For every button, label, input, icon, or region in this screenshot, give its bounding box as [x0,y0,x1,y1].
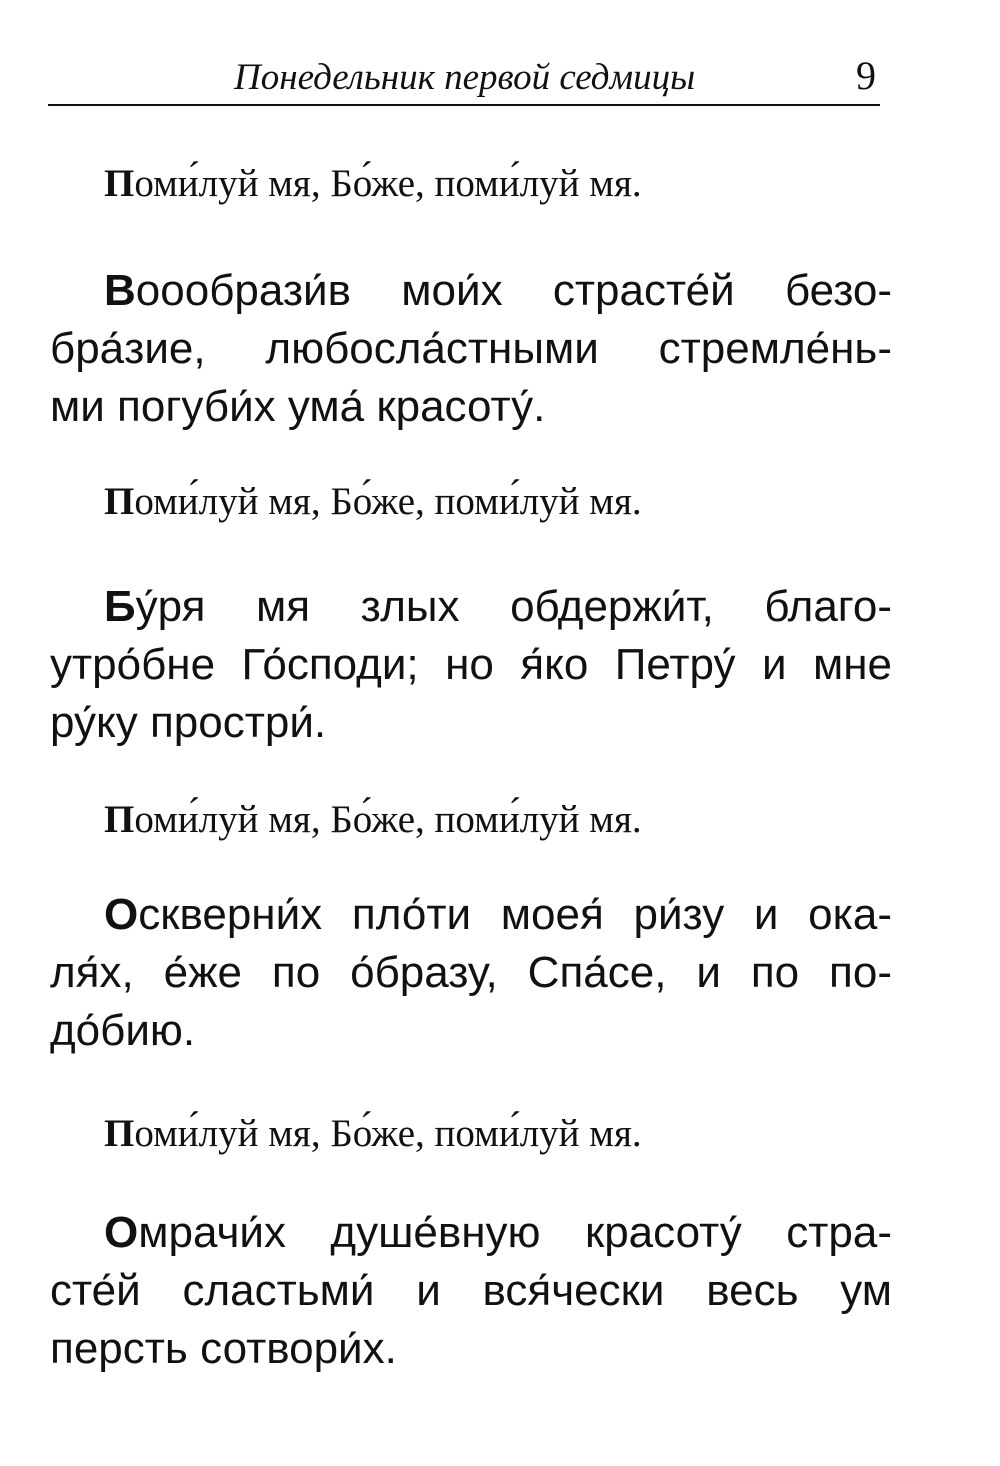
refrain-text: оми́луй мя, Бо́же, поми́луй мя. [134,1112,642,1155]
verse-line [50,886,892,944]
verse-line: сте́й сластьми́ и вся́чески весь ум [50,1266,892,1315]
verse-2 [50,578,892,752]
verse-3 [50,886,892,1060]
refrain-text: оми́луй мя, Бо́же, поми́луй мя. [134,162,642,205]
refrain [104,796,894,844]
verse-line-text: мрачи́х душе́вную красоту́ стра- [138,1208,892,1257]
verse-line: ми погуби́х ума́ красоту́. [50,382,546,431]
verse-line [50,578,892,636]
verse-1 [50,262,892,436]
refrain-text: оми́луй мя, Бо́же, поми́луй мя. [134,798,642,841]
refrain-initial: П [104,480,135,523]
refrain [104,478,894,526]
refrain [104,1110,894,1158]
verse-initial: Б [104,582,136,631]
refrain [104,160,894,208]
verse-initial: О [104,890,139,939]
refrain-initial: П [104,1112,135,1155]
verse-initial: В [104,266,136,315]
verse-line-text: оообрази́в мои́х страсте́й безо- [135,266,892,315]
verse-4 [50,1204,892,1378]
refrain-initial: П [104,162,135,205]
verse-line [50,1204,892,1262]
verse-line: утро́бне Го́споди; но я́ко Петру́ и мне [50,640,892,689]
refrain-text: оми́луй мя, Бо́же, поми́луй мя. [134,480,642,523]
verse-line: ру́ку простри́. [50,698,327,747]
verse-line-text: у́ря мя злых обдержи́т, благо- [135,582,892,631]
verse-initial: О [104,1208,139,1257]
verse-line: до́бию. [50,1006,196,1055]
verse-line [50,262,892,320]
verse-line: персть сотвори́х. [50,1324,397,1373]
refrain-initial: П [104,798,135,841]
header-title: Понедельник первой седмицы [234,57,696,98]
page-number: 9 [856,53,876,98]
verse-line: бра́зие, любосла́стными стремле́нь- [50,324,892,373]
verse-line: ля́х, е́же по о́бразу, Спа́се, и по по- [50,948,892,997]
running-header [48,50,880,106]
verse-line-text: скверни́х пло́ти моея́ ри́зу и ока- [138,890,892,939]
